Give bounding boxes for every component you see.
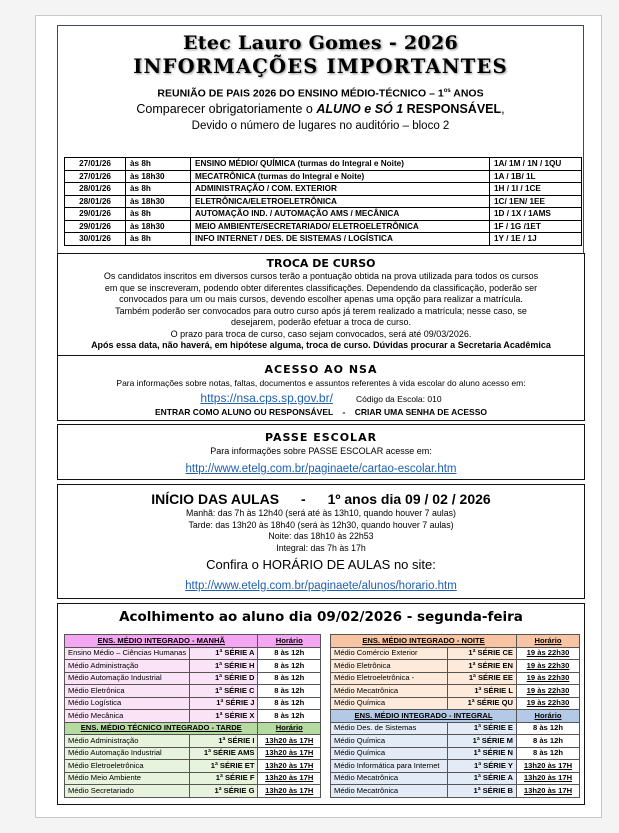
welcome-horario: 8 às 12h <box>258 685 321 698</box>
welcome-horario: 13h20 às 17H <box>258 785 321 798</box>
welcome-course: Médio Automação Industrial <box>65 747 190 760</box>
welcome-course: Médio Eletrônica <box>331 660 448 673</box>
course-change-line: Os candidatos inscritos em diversos cursos terão a pontuação obtida na prova utilizada para todos os cursos <box>103 271 539 281</box>
welcome-course: Médio Mecatrônica <box>331 785 448 798</box>
welcome-course: Médio Comércio Exterior <box>331 647 448 660</box>
attendance-so: SÓ 1 <box>374 101 404 116</box>
auditorium-note: Devido o número de lugares no auditório – bloco 2 <box>191 119 450 132</box>
welcome-horario: 13h20 às 17H <box>258 747 321 760</box>
welcome-horario: 13h20 às 17H <box>517 785 580 798</box>
manha-header-row <box>65 635 321 648</box>
welcome-course: Médio Des. de Sistemas <box>331 722 448 735</box>
integral-horario-header: Horário <box>517 710 580 723</box>
course-change-section <box>57 253 585 356</box>
welcome-course: Médio Mecatrônica <box>331 685 448 698</box>
class-start-title <box>58 490 584 508</box>
integral-row <box>331 772 580 785</box>
school-pass-section <box>57 424 585 480</box>
welcome-horario: 19 às 22h30 <box>517 647 580 660</box>
welcome-course: Médio Eletroeletrônica - <box>331 672 448 685</box>
schedule-classes: 1A / 1B/ 1L <box>490 170 582 183</box>
schedule-classes: 1F / 1G /1ET <box>490 220 582 233</box>
tarde-horario-header: Horário <box>258 722 321 735</box>
integral-hours: Integral: das 7h às 17h <box>276 542 366 553</box>
welcome-horario: 19 às 22h30 <box>517 685 580 698</box>
class-start-section <box>57 484 585 599</box>
welcome-course: Médio Administração <box>65 735 190 748</box>
welcome-course: Médio Química <box>331 735 448 748</box>
welcome-serie: 1ª SÉRIE D <box>190 672 258 685</box>
schedule-time: às 8h <box>126 208 191 221</box>
schedule-date: 30/01/26 <box>65 233 126 246</box>
noite-row <box>331 685 580 698</box>
welcome-horario: 8 às 12h <box>517 722 580 735</box>
schedule-time: às 8h <box>126 233 191 246</box>
welcome-serie: 1ª SÉRIE L <box>448 685 517 698</box>
attendance-responsavel: RESPONSÁVEL <box>403 101 502 116</box>
welcome-course: Médio Secretariado <box>65 785 190 798</box>
night-hours: Noite: das 18h10 às 22h53 <box>268 531 374 541</box>
integral-header-row <box>331 710 580 723</box>
schedule-row <box>65 233 582 246</box>
welcome-serie: 1ª SÉRIE C <box>190 685 258 698</box>
welcome-serie: 1ª SÉRIE F <box>190 772 258 785</box>
tarde-row <box>65 760 321 773</box>
welcome-horario: 19 às 22h30 <box>517 660 580 673</box>
school-title: Etec Lauro Gomes - 2026 <box>183 32 458 54</box>
welcome-course: Médio Eletroeletrônica <box>65 760 190 773</box>
welcome-serie: 1ª SÉRIE EE <box>448 672 517 685</box>
welcome-serie: 1ª SÉRIE M <box>448 735 517 748</box>
schedule-course: ENSINO MÉDIO/ QUÍMICA (turmas do Integral e Noite) <box>191 158 490 171</box>
manha-row <box>65 672 321 685</box>
welcome-title: Acolhimento ao aluno dia 09/02/2026 - segunda-feira <box>119 609 523 625</box>
schedule-time: às 8h <box>126 158 191 171</box>
main-title: INFORMAÇÕES IMPORTANTES <box>133 55 508 78</box>
welcome-course: Médio Automação Industrial <box>65 672 190 685</box>
schedule-course: MECATRÔNICA (turmas do Integral e Noite) <box>191 170 490 183</box>
nsa-title: ACESSO AO NSA <box>264 363 378 376</box>
course-change-deadline: Após essa data, não haverá, em hipótese alguma, troca de curso. Dúvidas procurar a Secretaria Acadêmica <box>91 340 551 350</box>
welcome-serie: 1ª SÉRIE Y <box>448 760 517 773</box>
welcome-course: Médio Logística <box>65 697 190 710</box>
welcome-horario: 13h20 às 17H <box>517 760 580 773</box>
welcome-course: Médio Meio Ambiente <box>65 772 190 785</box>
morning-table <box>64 634 321 798</box>
manha-group-header: ENS. MÉDIO INTEGRADO - MANHÃ <box>65 635 258 648</box>
noite-header-row <box>331 635 580 648</box>
integral-row <box>331 747 580 760</box>
schedule-row <box>65 183 582 196</box>
nsa-link-row <box>58 389 584 406</box>
manha-row <box>65 697 321 710</box>
nsa-section <box>57 355 585 421</box>
timetable-link[interactable]: http://www.etelg.com.br/paginaete/alunos/horario.htm <box>185 580 457 592</box>
welcome-serie: 1ª SÉRIE ET <box>190 760 258 773</box>
integral-row <box>331 722 580 735</box>
welcome-serie: 1ª SÉRIE EN <box>448 660 517 673</box>
morning-hours: Manhã: das 7h às 12h40 (será até às 13h10, quando houver 7 aulas) <box>186 508 456 518</box>
welcome-horario: 19 às 22h30 <box>517 697 580 710</box>
welcome-course: Médio Administração <box>65 660 190 673</box>
school-pass-link[interactable]: http://www.etelg.com.br/paginaete/cartao-escolar.htm <box>185 463 457 475</box>
welcome-course: Ensino Médio – Ciências Humanas <box>65 647 190 660</box>
tarde-row <box>65 735 321 748</box>
course-change-line: desejarem, poderão efetuar a troca de curso. <box>230 317 412 327</box>
schedule-course: INFO INTERNET / DES. DE SISTEMAS / LOGÍSTICA <box>191 233 490 246</box>
welcome-course: Médio Mecânica <box>65 710 190 723</box>
manha-row <box>65 710 321 723</box>
welcome-serie: 1ª SÉRIE A <box>190 647 258 660</box>
meeting-heading <box>58 85 583 101</box>
afternoon-hours: Tarde: das 13h20 às 18h40 (será às 12h30, quando houver 7 aulas) <box>188 519 454 530</box>
tarde-row <box>65 747 321 760</box>
class-start-dash: - <box>301 491 306 507</box>
noite-row <box>331 672 580 685</box>
tarde-row <box>65 772 321 785</box>
class-start-date: 1º anos dia 09 / 02 / 2026 <box>327 491 491 507</box>
class-start-label: INÍCIO DAS AULAS <box>151 491 280 507</box>
tarde-header-row <box>65 722 321 735</box>
schedule-date: 27/01/26 <box>65 158 126 171</box>
course-change-title: TROCA DE CURSO <box>266 257 376 270</box>
welcome-horario: 8 às 12h <box>517 747 580 760</box>
integral-group-header: ENS. MÉDIO INTEGRADO - INTEGRAL <box>331 710 517 723</box>
night-table <box>330 634 580 798</box>
meeting-heading-sup: os <box>443 88 451 94</box>
welcome-horario: 8 às 12h <box>258 710 321 723</box>
noite-row <box>331 660 580 673</box>
schedule-classes: 1C/ 1EN/ 1EE <box>490 195 582 208</box>
course-change-line: Também poderão ser convocados para outro curso após já terem realizado a matrícula; nesse caso, se <box>115 305 527 316</box>
schedule-date: 29/01/26 <box>65 220 126 233</box>
welcome-course: Médio Informática para Internet <box>331 760 448 773</box>
manha-horario-header: Horário <box>258 635 321 648</box>
welcome-serie: 1ª SÉRIE E <box>448 722 517 735</box>
schedule-course: AUTOMAÇÃO IND. / AUTOMAÇÃO AMS / MECÂNICA <box>191 208 490 221</box>
schedule-time: às 18h30 <box>126 170 191 183</box>
attendance-aluno: ALUNO <box>316 101 361 116</box>
schedule-classes: 1Y / 1E / 1J <box>490 233 582 246</box>
course-change-line: O prazo para troca de curso, caso sejam convocados, será até 09/03/2026. <box>170 328 472 339</box>
welcome-horario: 8 às 12h <box>258 672 321 685</box>
schedule-row <box>65 220 582 233</box>
noite-row <box>331 697 580 710</box>
attendance-prefix: Comparecer obrigatoriamente o <box>136 101 317 116</box>
welcome-serie: 1ª SÉRIE AMS <box>190 747 258 760</box>
course-change-line: em que se inscreveram, podendo obter diferentes classificações. Dependendo da classificação, poderão ser <box>104 282 538 293</box>
schedule-row <box>65 208 582 221</box>
schedule-classes: 1D / 1X / 1AMS <box>490 208 582 221</box>
schedule-time: às 8h <box>126 183 191 196</box>
schedule-time: às 18h30 <box>126 220 191 233</box>
welcome-horario: 8 às 12h <box>258 660 321 673</box>
welcome-horario: 13h20 às 17H <box>258 772 321 785</box>
welcome-course: Médio Eletrônica <box>65 685 190 698</box>
noite-row <box>331 647 580 660</box>
welcome-horario: 8 às 12h <box>258 697 321 710</box>
attendance-comma: , <box>501 101 505 116</box>
schedule-time: às 18h30 <box>126 195 191 208</box>
integral-row <box>331 785 580 798</box>
meeting-heading-text: REUNIÃO DE PAIS 2026 DO ENSINO MÉDIO-TÉCNICO – 1 <box>157 87 444 100</box>
welcome-serie: 1ª SÉRIE H <box>190 660 258 673</box>
welcome-course: Médio Química <box>331 747 448 760</box>
manha-row <box>65 660 321 673</box>
nsa-link[interactable]: https://nsa.cps.sp.gov.br/ <box>200 391 333 405</box>
welcome-course: Médio Química <box>331 697 448 710</box>
welcome-serie: 1ª SÉRIE I <box>190 735 258 748</box>
welcome-horario: 13h20 às 17H <box>517 772 580 785</box>
tarde-row <box>65 785 321 798</box>
schedule-course: ADMINISTRAÇÃO / COM. EXTERIOR <box>191 183 490 196</box>
integral-row <box>331 760 580 773</box>
noite-group-header: ENS. MÉDIO INTEGRADO - NOITE <box>331 635 517 648</box>
schedule-date: 29/01/26 <box>65 208 126 221</box>
welcome-serie: 1ª SÉRIE X <box>190 710 258 723</box>
course-change-line: convocados para um ou mais cursos, devendo escolher apenas uma opção para realizar a matrícula. <box>119 294 523 304</box>
welcome-serie: 1ª SÉRIE QU <box>448 697 517 710</box>
welcome-horario: 13h20 às 17H <box>258 760 321 773</box>
welcome-horario: 8 às 12h <box>517 735 580 748</box>
school-code: Código da Escola: 010 <box>356 394 442 404</box>
welcome-serie: 1ª SÉRIE A <box>448 772 517 785</box>
schedule-row <box>65 158 582 171</box>
schedule-course: MEIO AMBIENTE/SECRETARIADO/ ELETROELETRÔNICA <box>191 220 490 233</box>
welcome-course: Médio Mecatrônica <box>331 772 448 785</box>
schedule-date: 28/01/26 <box>65 195 126 208</box>
welcome-serie: 1ª SÉRIE N <box>448 747 517 760</box>
schedule-date: 27/01/26 <box>65 170 126 183</box>
welcome-horario: 19 às 22h30 <box>517 672 580 685</box>
timetable-notice: Confira o HORÁRIO DE AULAS no site: <box>206 557 436 572</box>
schedule-classes: 1H / 1I / 1CE <box>490 183 582 196</box>
school-pass-info: Para informações sobre PASSE ESCOLAR acesse em: <box>210 446 432 456</box>
welcome-horario: 13h20 às 17H <box>258 735 321 748</box>
schedule-row <box>65 195 582 208</box>
schedule-row <box>65 170 582 183</box>
attendance-notice <box>58 101 583 118</box>
schedule-date: 28/01/26 <box>65 183 126 196</box>
manha-row <box>65 647 321 660</box>
schedule-classes: 1A/ 1M / 1N / 1QU <box>490 158 582 171</box>
meeting-schedule-table <box>64 157 582 246</box>
tarde-group-header: ENS. MÉDIO TÉCNICO INTEGRADO - TARDE <box>65 722 258 735</box>
nsa-info: Para informações sobre notas, faltas, documentos e assuntos referentes à vida escolar do aluno acesso em: <box>116 378 526 388</box>
welcome-serie: 1ª SÉRIE B <box>448 785 517 798</box>
welcome-serie: 1ª SÉRIE G <box>190 785 258 798</box>
noite-horario-header: Horário <box>517 635 580 648</box>
school-pass-title: PASSE ESCOLAR <box>264 431 378 444</box>
nsa-login-instructions: ENTRAR COMO ALUNO OU RESPONSÁVEL - CRIAR UMA SENHA DE ACESSO <box>155 407 487 417</box>
attendance-e: e <box>360 101 375 116</box>
manha-row <box>65 685 321 698</box>
welcome-horario: 8 às 12h <box>258 647 321 660</box>
schedule-course: ELETRÔNICA/ELETROELETRÔNICA <box>191 195 490 208</box>
integral-row <box>331 735 580 748</box>
welcome-serie: 1ª SÉRIE J <box>190 697 258 710</box>
welcome-serie: 1ª SÉRIE CE <box>448 647 517 660</box>
meeting-heading-tail: ANOS <box>450 87 484 100</box>
